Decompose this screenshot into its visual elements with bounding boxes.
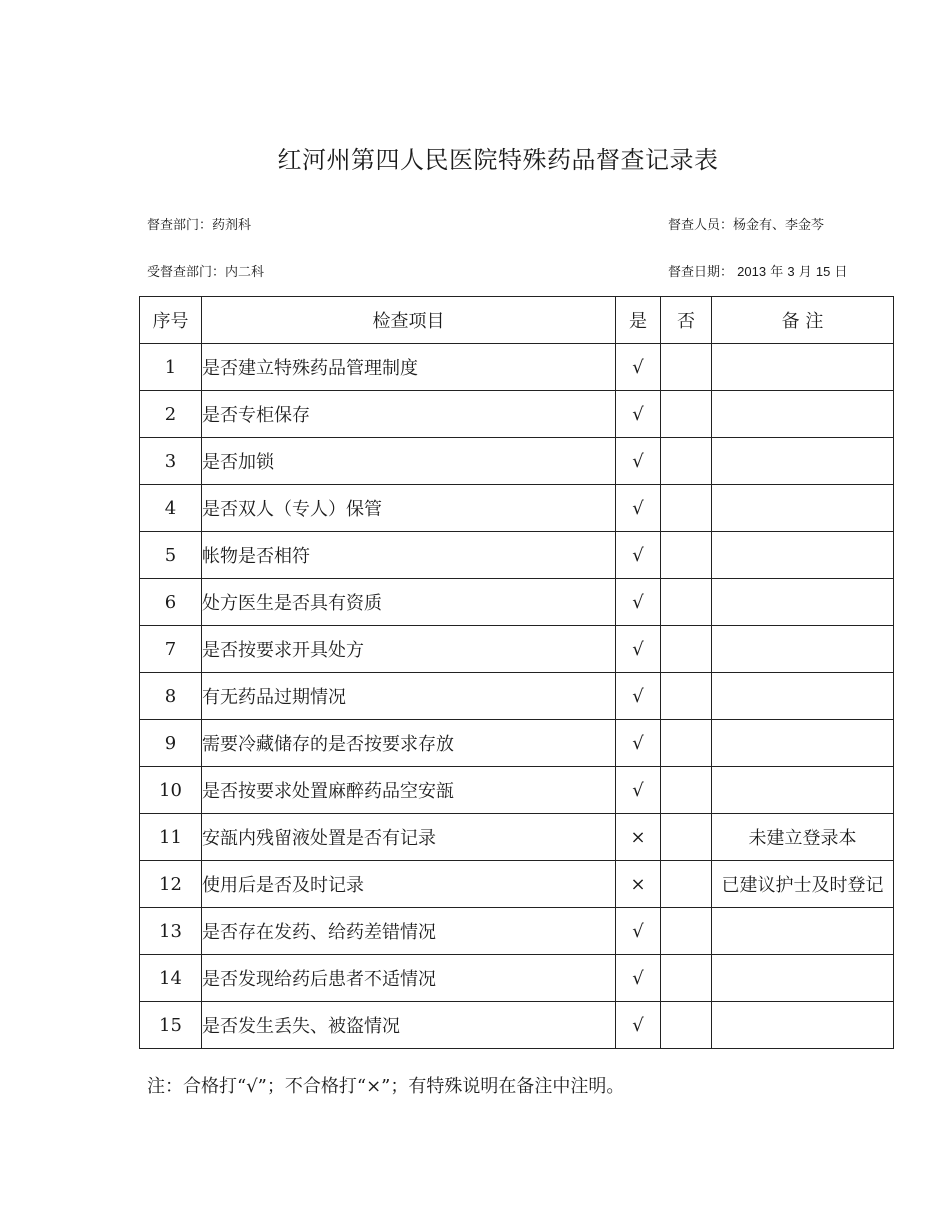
row-item: 是否存在发药、给药差错情况	[202, 908, 616, 955]
row-yes-mark: √	[616, 1002, 661, 1049]
inspection-table	[139, 296, 894, 1049]
row-yes-mark: √	[616, 344, 661, 391]
row-yes-mark: √	[616, 673, 661, 720]
inspectors	[668, 214, 824, 233]
row-no-mark	[661, 626, 712, 673]
header-item: 检查项目	[202, 297, 616, 344]
row-seq: 13	[140, 908, 202, 955]
row-yes-mark: √	[616, 908, 661, 955]
table-row	[140, 532, 894, 579]
table-row	[140, 767, 894, 814]
page-title: 红河州第四人民医院特殊药品督查记录表	[277, 146, 719, 174]
row-note	[712, 908, 894, 955]
table-row	[140, 1002, 894, 1049]
date-month: 3	[787, 264, 795, 279]
row-no-mark	[661, 673, 712, 720]
row-item: 安瓿内残留液处置是否有记录	[202, 814, 616, 861]
row-seq: 12	[140, 861, 202, 908]
row-note	[712, 438, 894, 485]
footnote: 注：合格打“√”；不合格打“×”；有特殊说明在备注中注明。	[147, 1076, 625, 1097]
header-yes: 是	[616, 297, 661, 344]
supervising-dept	[147, 214, 251, 233]
row-note: 已建议护士及时登记	[712, 861, 894, 908]
row-seq: 11	[140, 814, 202, 861]
row-yes-mark: √	[616, 579, 661, 626]
row-note	[712, 391, 894, 438]
header-note: 备 注	[712, 297, 894, 344]
row-no-mark	[661, 579, 712, 626]
row-note	[712, 344, 894, 391]
table-row	[140, 626, 894, 673]
row-no-mark	[661, 955, 712, 1002]
table-row	[140, 955, 894, 1002]
row-yes-mark: √	[616, 485, 661, 532]
row-no-mark	[661, 532, 712, 579]
table-row	[140, 720, 894, 767]
row-no-mark	[661, 344, 712, 391]
row-item: 是否发现给药后患者不适情况	[202, 955, 616, 1002]
table-row	[140, 485, 894, 532]
row-note	[712, 767, 894, 814]
table-row	[140, 391, 894, 438]
row-note	[712, 673, 894, 720]
table-row	[140, 673, 894, 720]
row-seq: 4	[140, 485, 202, 532]
row-item: 使用后是否及时记录	[202, 861, 616, 908]
table-row	[140, 908, 894, 955]
date-year-unit: 年	[770, 265, 784, 280]
row-yes-mark: √	[616, 391, 661, 438]
row-no-mark	[661, 1002, 712, 1049]
table-header-row	[140, 297, 894, 344]
row-yes-mark: ×	[616, 814, 661, 861]
inspectors-label: 督查人员：	[668, 218, 734, 233]
row-seq: 15	[140, 1002, 202, 1049]
table-row	[140, 861, 894, 908]
row-note: 未建立登录本	[712, 814, 894, 861]
row-item: 是否专柜保存	[202, 391, 616, 438]
row-note	[712, 485, 894, 532]
row-note	[712, 1002, 894, 1049]
table-row	[140, 344, 894, 391]
row-yes-mark: √	[616, 720, 661, 767]
date-day: 15	[815, 264, 831, 279]
row-seq: 5	[140, 532, 202, 579]
row-item: 帐物是否相符	[202, 532, 616, 579]
header-no: 否	[661, 297, 712, 344]
row-seq: 7	[140, 626, 202, 673]
row-no-mark	[661, 391, 712, 438]
row-no-mark	[661, 908, 712, 955]
row-note	[712, 532, 894, 579]
row-no-mark	[661, 814, 712, 861]
row-no-mark	[661, 485, 712, 532]
inspection-date	[668, 261, 848, 280]
row-seq: 1	[140, 344, 202, 391]
table-row	[140, 814, 894, 861]
row-item: 处方医生是否具有资质	[202, 579, 616, 626]
row-yes-mark: ×	[616, 861, 661, 908]
row-item: 是否按要求开具处方	[202, 626, 616, 673]
row-yes-mark: √	[616, 532, 661, 579]
row-item: 是否建立特殊药品管理制度	[202, 344, 616, 391]
row-note	[712, 626, 894, 673]
date-day-unit: 日	[834, 265, 848, 280]
inspected-dept-value: 内二科	[225, 265, 265, 280]
row-no-mark	[661, 861, 712, 908]
date-label: 督查日期：	[668, 265, 734, 280]
row-note	[712, 955, 894, 1002]
supervising-dept-value: 药剂科	[212, 218, 252, 233]
row-seq: 8	[140, 673, 202, 720]
inspected-dept	[147, 261, 264, 280]
row-item: 是否按要求处置麻醉药品空安瓿	[202, 767, 616, 814]
row-yes-mark: √	[616, 438, 661, 485]
supervising-dept-label: 督查部门：	[147, 218, 213, 233]
row-no-mark	[661, 767, 712, 814]
row-item: 是否加锁	[202, 438, 616, 485]
row-note	[712, 720, 894, 767]
row-no-mark	[661, 438, 712, 485]
row-seq: 3	[140, 438, 202, 485]
row-seq: 2	[140, 391, 202, 438]
row-yes-mark: √	[616, 626, 661, 673]
row-item: 是否发生丢失、被盗情况	[202, 1002, 616, 1049]
row-item: 有无药品过期情况	[202, 673, 616, 720]
inspectors-value: 杨金有、李金芩	[733, 218, 825, 233]
row-no-mark	[661, 720, 712, 767]
table-row	[140, 579, 894, 626]
row-item: 是否双人（专人）保管	[202, 485, 616, 532]
row-item: 需要冷藏储存的是否按要求存放	[202, 720, 616, 767]
row-seq: 9	[140, 720, 202, 767]
date-year: 2013	[737, 264, 767, 279]
row-seq: 6	[140, 579, 202, 626]
inspected-dept-label: 受督查部门：	[147, 265, 226, 280]
row-yes-mark: √	[616, 767, 661, 814]
row-note	[712, 579, 894, 626]
row-seq: 14	[140, 955, 202, 1002]
header-seq: 序号	[140, 297, 202, 344]
row-yes-mark: √	[616, 955, 661, 1002]
table-row	[140, 438, 894, 485]
row-seq: 10	[140, 767, 202, 814]
date-month-unit: 月	[798, 265, 812, 280]
